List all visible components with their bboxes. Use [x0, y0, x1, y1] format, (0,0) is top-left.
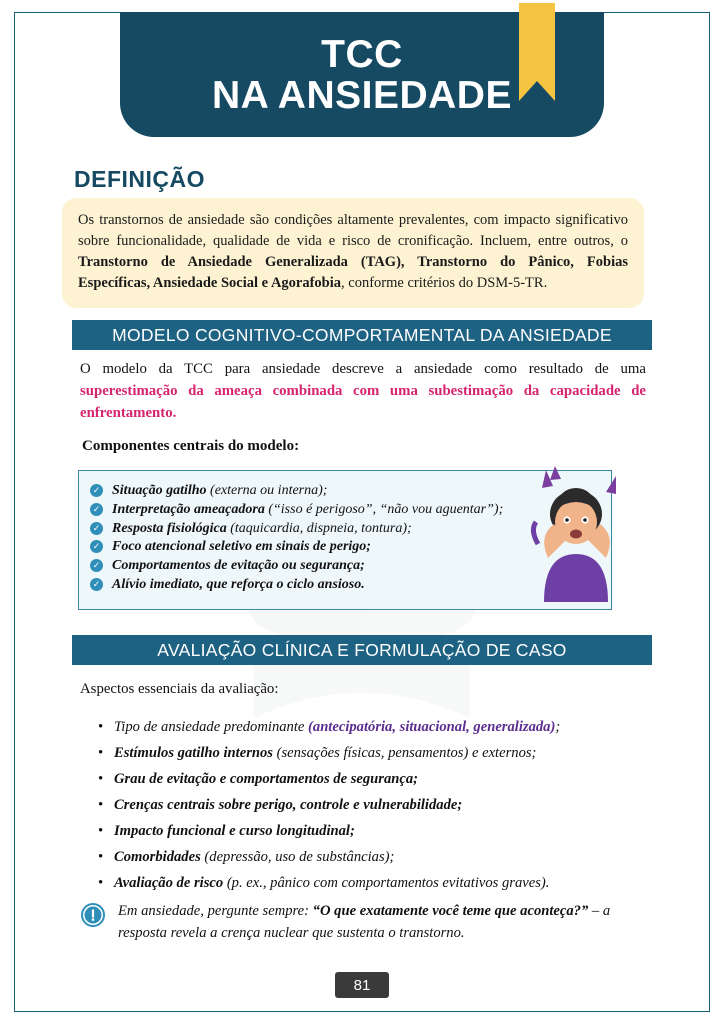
item-tail: (depressão, uso de substâncias);: [200, 849, 395, 865]
item-rest: (taquicardia, dispneia, tontura);: [226, 520, 412, 536]
item-rest: (externa ou interna);: [206, 483, 328, 498]
definition-box: [62, 198, 644, 308]
list-item: [90, 557, 560, 576]
model-paragraph-highlight: superestimação da ameaça combinada com uma subestimação da capacidade de enfrentamento.: [80, 383, 646, 421]
definition-text-bold: Transtorno de Ansiedade Generalizada (TAG), Transtorno do Pânico, Fobias Específicas, Ansiedade Social e Agorafobia: [78, 254, 628, 291]
list-item: [90, 538, 560, 557]
item-accent: (antecipatória, situacional, generalizada): [308, 719, 556, 735]
note-bold: “O que exatamente você teme que aconteça?”: [312, 903, 589, 919]
item-bold: Alívio imediato, que reforça o ciclo ansioso.: [112, 576, 365, 592]
item-bold: Situação gatilho: [112, 483, 207, 498]
clinical-note: [80, 900, 632, 944]
item-bold: Interpretação ameaçadora: [112, 501, 265, 517]
item-lead: Avaliação de risco: [114, 875, 224, 891]
item-bold: Resposta fisiológica: [112, 520, 227, 536]
item-lead: Tipo de ansiedade predominante: [114, 719, 309, 735]
list-item: [96, 870, 636, 896]
check-icon: ✓: [90, 578, 103, 591]
definition-text-part1: Os transtornos de ansiedade são condições altamente prevalentes, com impacto significativo sobre funcionalidade, qualidade de vida e risco de cronificação. Incluem, entre outros, o: [78, 212, 628, 249]
model-paragraph-part1: O modelo da TCC para ansiedade descreve a ansiedade como resultado de uma: [80, 361, 646, 377]
section-band-assessment-label: AVALIAÇÃO CLÍNICA E FORMULAÇÃO DE CASO: [157, 639, 567, 660]
list-item: [96, 766, 636, 792]
item-lead: Comorbidades: [114, 849, 201, 865]
components-label: Componentes centrais do modelo:: [82, 438, 300, 454]
page-number-badge: 81: [335, 972, 389, 998]
check-icon: ✓: [90, 503, 103, 516]
section-band-assessment: [72, 635, 652, 665]
clinical-note-text: [118, 900, 632, 944]
definition-text-part2: , conforme critérios do DSM-5-TR.: [341, 275, 548, 291]
list-item: [96, 792, 636, 818]
list-item: [96, 714, 636, 740]
item-bold: Foco atencional seletivo em sinais de perigo;: [112, 539, 371, 555]
model-components-list: [90, 482, 560, 595]
list-item: [90, 482, 560, 501]
section-band-model: [72, 320, 652, 350]
list-item: [90, 576, 560, 595]
anxious-person-icon: [520, 462, 630, 610]
page-title-line1: TCC: [321, 33, 403, 76]
item-bold: Comportamentos de evitação ou segurança;: [112, 558, 365, 574]
model-paragraph: [80, 358, 646, 424]
note-part2: – a resposta revela a crença nuclear que sustenta o transtorno.: [118, 903, 611, 941]
item-tail: ;: [555, 719, 561, 735]
check-icon: ✓: [90, 559, 103, 572]
check-icon: ✓: [90, 522, 103, 535]
exclamation-badge-icon: [80, 902, 106, 928]
item-rest: (“isso é perigoso”, “não vou aguentar”);: [264, 501, 504, 517]
item-lead: Grau de evitação e comportamentos de segurança;: [114, 771, 419, 787]
section-band-model-label: MODELO COGNITIVO-COMPORTAMENTAL DA ANSIEDADE: [112, 324, 612, 345]
list-item: [96, 818, 636, 844]
check-icon: ✓: [90, 540, 103, 553]
list-item: [90, 520, 560, 539]
bookmark-ribbon-icon: [519, 3, 555, 101]
list-item: [96, 740, 636, 766]
assessment-intro: Aspectos essenciais da avaliação:: [80, 681, 279, 697]
item-lead: Estímulos gatilho internos: [114, 745, 273, 761]
assessment-list: [96, 714, 636, 896]
definition-heading: DEFINIÇÃO: [74, 166, 205, 192]
item-tail: (p. ex., pânico com comportamentos evitativos graves).: [223, 875, 550, 891]
check-icon: ✓: [90, 484, 103, 497]
note-part1: Em ansiedade, pergunte sempre:: [118, 903, 313, 919]
item-lead: Impacto funcional e curso longitudinal;: [114, 823, 355, 839]
page-title-line2: NA ANSIEDADE: [212, 74, 512, 117]
list-item: [90, 501, 560, 520]
item-lead: Crenças centrais sobre perigo, controle e vulnerabilidade;: [114, 797, 463, 813]
list-item: [96, 844, 636, 870]
item-tail: (sensações físicas, pensamentos) e externos;: [272, 745, 537, 761]
